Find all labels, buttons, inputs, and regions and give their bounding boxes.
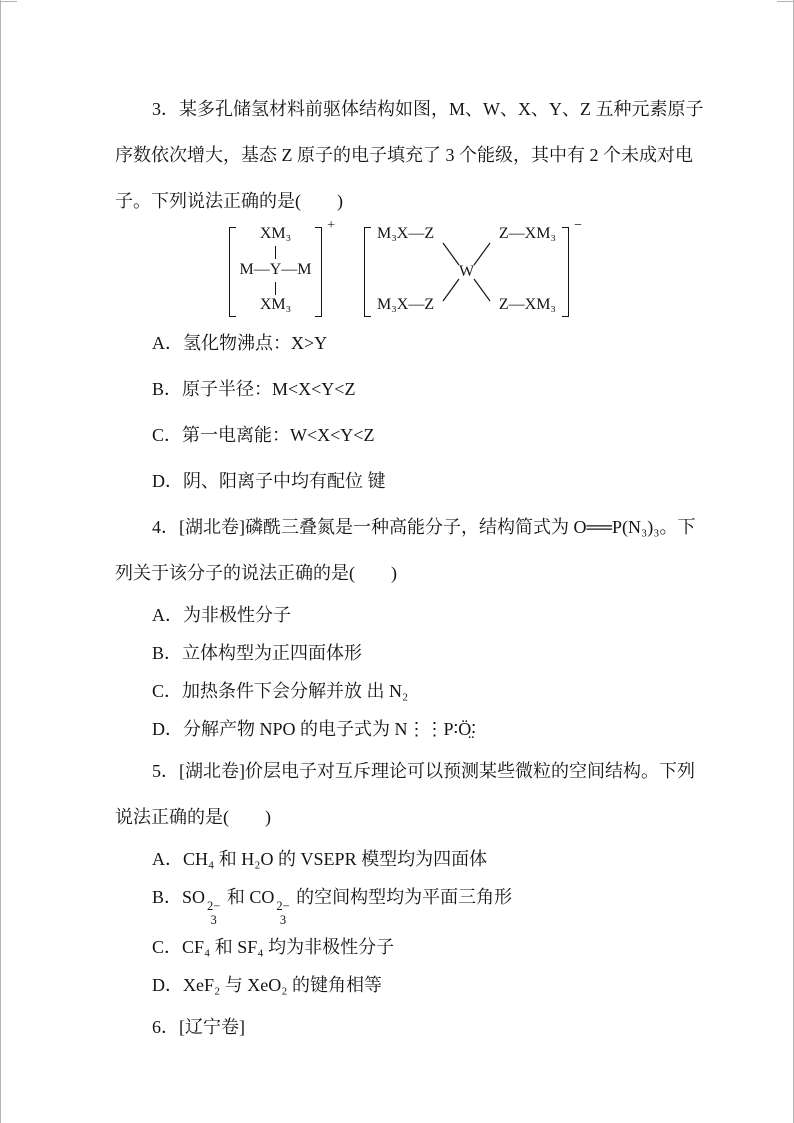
anion-center-atom: W (458, 263, 475, 280)
question-5 (115, 748, 695, 1004)
cation-right-bracket (315, 227, 322, 317)
question-3-option-a: A．氢化物沸点：X>Y (152, 333, 328, 353)
question-5-text-line-1: 5．[湖北卷]价层电子对互斥理论可以预测某些微粒的空间结构。下列 (152, 761, 695, 781)
question-4-option-a: A．为非极性分子 (152, 605, 291, 625)
cation-bond-top (275, 246, 276, 259)
question-4-text-line-1: 4．[湖北卷]磷酰三叠氮是一种高能分子，结构简式为 O══P(N₃)₃。下 (152, 517, 696, 537)
anion-top-left-group: M₃X—Z (377, 225, 435, 242)
question-3-text-line-3: 子。下列说法正确的是( ) (115, 191, 343, 211)
superscript: 2− (276, 899, 290, 913)
option-b-suffix: 的空间构型均为平面三角形 (291, 887, 513, 907)
option-b-middle: 和 CO (222, 887, 275, 907)
page-border-tick-left (1, 1, 17, 2)
superscript: 2− (207, 899, 221, 913)
question-4-option-b: B．立体构型为正四面体形 (152, 643, 363, 663)
cation-left-bracket (229, 227, 236, 317)
page-border-tick-right (777, 1, 793, 2)
question-4-option-c: C．加热条件下会分解并放 出 N₂ (152, 681, 409, 701)
question-3-option-c: C．第一电离能：W<X<Y<Z (152, 425, 375, 445)
anion-structure (364, 218, 582, 317)
question-3 (115, 86, 704, 504)
question-3-text-line-1: 3．某多孔储氢材料前驱体结构如图，M、W、X、Y、Z 五种元素原子 (152, 99, 704, 119)
stacked-charge-notation (207, 899, 220, 928)
cation-top-group: XM₃ (259, 225, 292, 242)
chemical-structure-diagram (229, 218, 582, 317)
cation-bottom-group: XM₃ (259, 296, 292, 313)
question-5-option-c: C．CF₄ 和 SF₄ 均为非极性分子 (152, 936, 395, 957)
question-5-option-d: D．XeF₂ 与 XeO₂ 的键角相等 (152, 974, 383, 995)
question-3-option-d: D．阴、阳离子中均有配位 键 (152, 471, 386, 491)
cation-bond-bottom (275, 282, 276, 295)
question-5-option-a: A．CH₄ 和 H₂O 的 VSEPR 模型均为四面体 (152, 849, 488, 869)
question-4-text-line-2: 列关于该分子的说法正确的是( ) (115, 563, 397, 583)
cation-charge: + (327, 218, 335, 233)
stacked-charge-notation (276, 899, 289, 928)
anion-charge: − (574, 218, 582, 233)
question-5-text-line-2: 说法正确的是( ) (115, 807, 271, 827)
anion-top-right-group: Z—XM₃ (498, 225, 556, 242)
question-4 (115, 504, 696, 748)
option-b-prefix: B．SO (152, 887, 206, 907)
question-6-text-line-1: 6．[辽宁卷] (152, 1016, 245, 1037)
question-3-text-line-2: 序数依次增大，基态 Z 原子的电子填充了 3 个能级，其中有 2 个未成对电 (115, 145, 693, 165)
subscript: 3 (279, 913, 287, 928)
anion-bottom-right-group: Z—XM₃ (498, 296, 556, 313)
cation-middle-group: M—Y—M (239, 261, 312, 278)
question-3-option-b: B．原子半径：M<X<Y<Z (152, 379, 356, 399)
subscript: 3 (210, 913, 217, 928)
anion-bottom-left-group: M₃X—Z (377, 296, 435, 313)
cation-structure (229, 218, 335, 317)
question-5-option-b (115, 878, 683, 928)
question-4-option-d: D．分解产物 NPO 的电子式为 N⋮⋮P∶Ö̤∶ (152, 719, 476, 739)
question-6 (115, 1004, 683, 1050)
